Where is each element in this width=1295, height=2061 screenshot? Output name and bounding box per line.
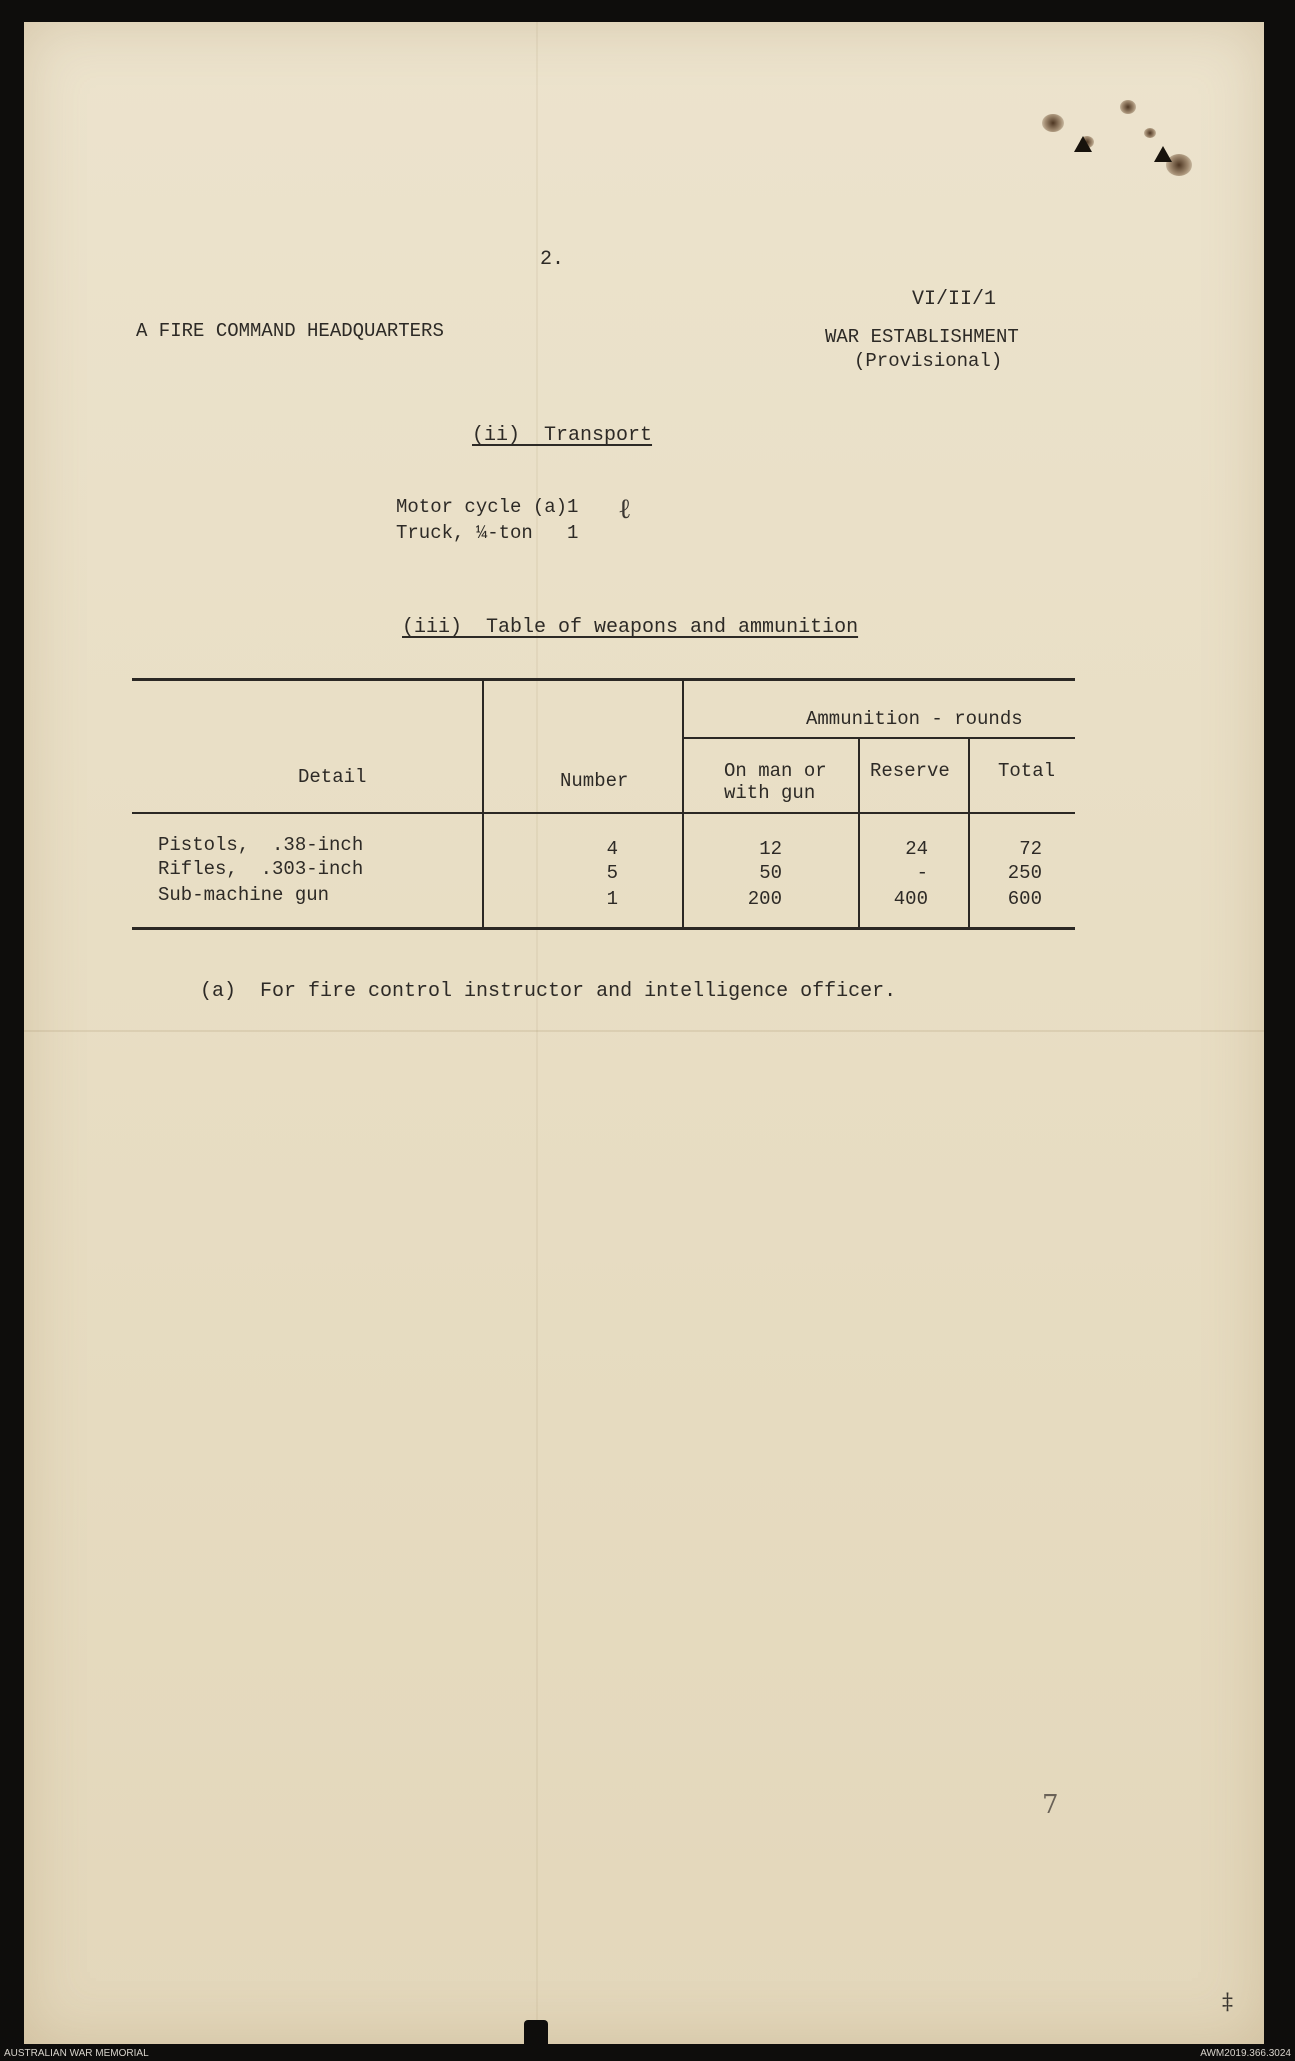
header-reserve: Reserve [870,760,950,782]
table-col-divider [482,680,484,928]
row-on-man: 200 [747,888,782,910]
row-on-man: 50 [759,862,782,884]
table-col-divider [682,680,684,928]
row-reserve: 400 [893,888,928,910]
header-detail: Detail [298,766,367,788]
pencil-initial: ‡ [1222,1990,1233,2015]
row-detail: Rifles, .303-inch [158,858,364,880]
table-rule-top [132,678,1075,681]
row-detail: Pistols, .38-inch [158,834,364,856]
accession-number: AWM2019.366.3024 [1200,2048,1291,2059]
transport-line: Motor cycle (a)1 [396,496,579,518]
table-rule-header-bottom [132,812,1075,814]
transport-heading: (ii) Transport [472,424,653,447]
row-total: 250 [1007,862,1042,884]
header-ammunition: Ammunition - rounds [806,708,1023,730]
weapons-table [132,678,1075,930]
table-rule-ammo-sub [682,737,1075,739]
reference-code: VI/II/1 [912,288,997,311]
row-number: 5 [606,862,618,884]
header-number: Number [560,770,629,792]
fold-crease [24,1030,1264,1032]
document-page [24,22,1264,2044]
page-number: 2. [540,248,565,271]
row-number: 4 [606,838,618,860]
archive-footer [0,2047,1295,2061]
rust-stain [1120,100,1136,114]
institution-label: AUSTRALIAN WAR MEMORIAL [4,2048,149,2059]
row-reserve: - [916,862,928,884]
row-detail: Sub-machine gun [158,884,330,906]
establishment-label: WAR ESTABLISHMENT [825,326,1019,348]
provisional-label: (Provisional) [854,350,1003,372]
punch-hole [1154,146,1172,162]
unit-title: A FIRE COMMAND HEADQUARTERS [136,320,444,342]
table-col-divider [968,738,970,928]
edge-tear [524,2020,548,2044]
footnote: (a) For fire control instructor and intelligence officer. [200,980,897,1003]
row-total: 600 [1007,888,1042,910]
row-reserve: 24 [905,838,928,860]
header-on-man: with gun [724,782,816,804]
row-on-man: 12 [759,838,782,860]
row-number: 1 [606,888,618,910]
header-on-man: On man or [724,760,827,782]
punch-hole [1074,136,1092,152]
header-total: Total [998,760,1056,782]
transport-line: Truck, ¼-ton 1 [396,522,579,544]
rust-stain [1042,114,1064,132]
fold-crease-vertical [536,22,538,2044]
handwritten-mark: ℓ [618,492,632,525]
rust-stain [1144,128,1156,138]
weapons-heading: (iii) Table of weapons and ammunition [402,616,859,639]
pencil-mark: 7 [1042,1790,1059,1820]
table-col-divider [858,738,860,928]
row-total: 72 [1019,838,1042,860]
table-rule-bottom [132,927,1075,930]
